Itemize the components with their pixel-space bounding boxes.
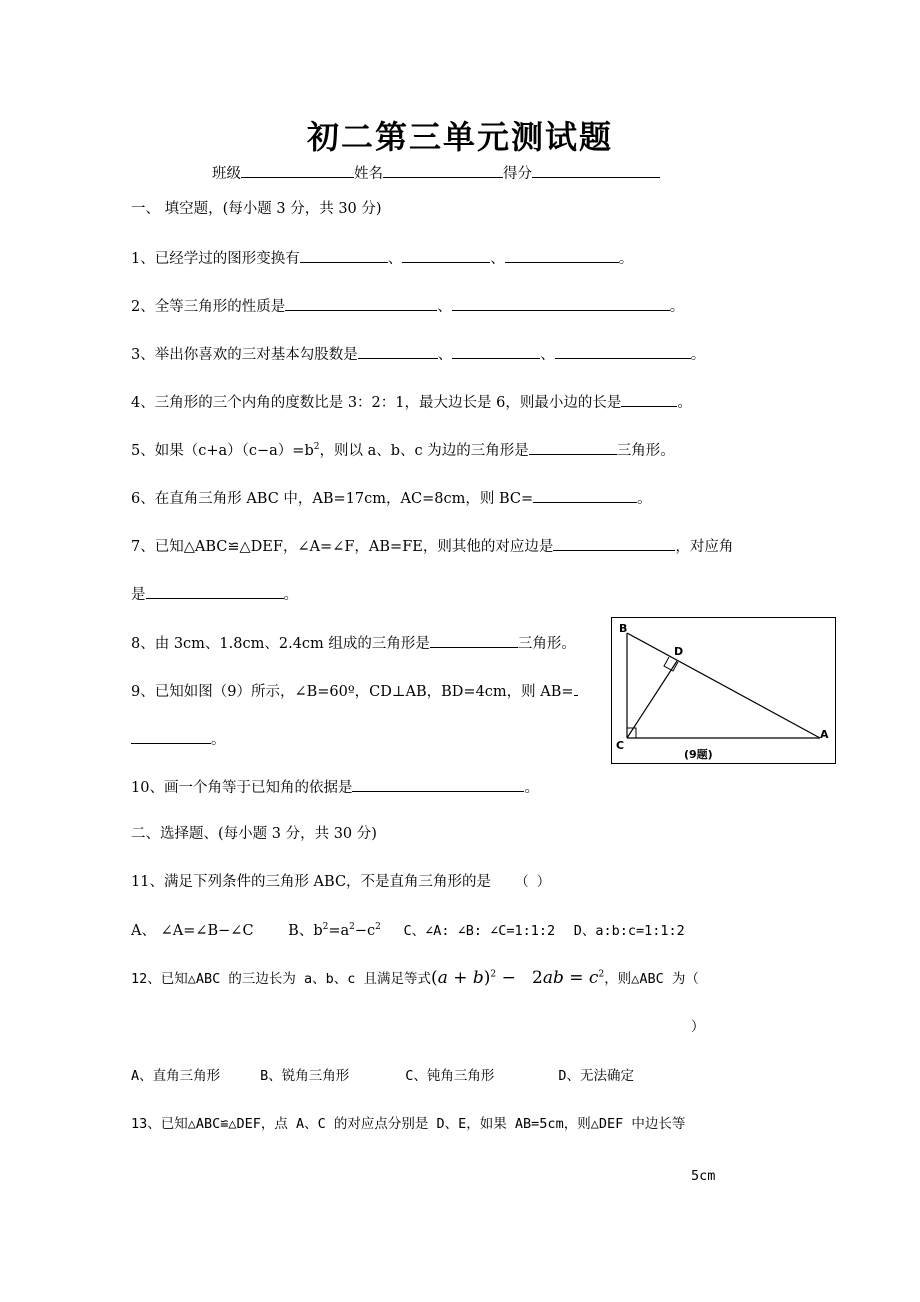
answer-blank[interactable] [621, 391, 677, 407]
question-12-options [131, 1066, 634, 1086]
question-9-continued: 。 [131, 728, 226, 750]
side-ba [627, 633, 820, 738]
option-d[interactable]: D、a:b:c=1:1:2 [573, 923, 685, 939]
question-4: 4、三角形的三个内角的度数比是 3：2：1，最大边长是 6，则最小边的长是 。 [131, 391, 692, 413]
score-blank[interactable] [532, 162, 660, 178]
answer-blank[interactable] [285, 295, 437, 311]
class-blank[interactable] [241, 162, 354, 178]
answer-blank[interactable] [430, 632, 518, 648]
question-13-tail: 5cm [691, 1168, 716, 1184]
class-label: 班级 [212, 166, 241, 182]
question-5: 5、如果$(c+a)(c-a)=b^2$，则以 a、b、c 为边的三角形是 三角形。 [131, 439, 675, 461]
vertex-label-b: B [619, 622, 628, 635]
answer-blank[interactable] [555, 343, 691, 359]
triangle-figure-9 [611, 617, 836, 764]
option-a[interactable]: A、直角三角形 [131, 1068, 221, 1084]
answer-blank[interactable] [402, 247, 490, 263]
answer-blank[interactable] [533, 487, 637, 503]
answer-blank[interactable] [574, 680, 578, 696]
question-1: 1、已经学过的图形变换有 、 、 。 [131, 247, 633, 269]
vertex-label-d: D [674, 645, 684, 658]
option-b[interactable]: B、锐角三角形 [260, 1068, 350, 1084]
question-8: 8、由 3cm、1.8cm、2.4cm 组成的三角形是 三角形。 [131, 632, 576, 654]
vertex-label-c: C [616, 739, 625, 752]
section2-heading: 二、选择题、(每小题 3 分，共 30 分) [131, 826, 377, 842]
altitude-cd [627, 661, 677, 738]
question-11-options [131, 921, 685, 941]
option-c[interactable]: C、钝角三角形 [405, 1068, 495, 1084]
equation: $(a + b)^2 - 2ab = c^2$ [431, 968, 605, 988]
question-9: 9、已知如图（9）所示，∠B=60º，CD⊥AB，BD=4cm，则 AB= [131, 680, 578, 702]
figure-caption: (9题) [684, 748, 713, 761]
page-title: 初二第三单元测试题 [306, 118, 613, 156]
option-b[interactable]: B、$b^2=a^2-c^2$ [288, 922, 381, 939]
answer-blank[interactable] [505, 247, 619, 263]
answer-blank[interactable] [146, 583, 284, 599]
question-13: 13、已知△ABC≌△DEF，点 A、C 的对应点分别是 D、E，如果 AB=5cm，则△DEF 中边长等 [131, 1116, 686, 1132]
question-6: 6、在直角三角形 ABC 中，AB=17cm，AC=8cm，则 BC= 。 [131, 487, 652, 509]
student-info-row [212, 162, 660, 184]
answer-blank[interactable] [358, 343, 438, 359]
answer-blank[interactable] [452, 295, 670, 311]
question-7: 7、已知△ABC≌△DEF，∠A=∠F，AB=FE，则其他的对应边是 ，对应角 [131, 535, 733, 557]
answer-blank[interactable] [553, 535, 675, 551]
option-d[interactable]: D、无法确定 [558, 1068, 635, 1084]
question-10: 10、画一个角等于已知角的依据是 。 [131, 776, 539, 798]
section1-heading: 一、 填空题，(每小题 3 分，共 30 分) [131, 201, 382, 217]
answer-blank[interactable] [300, 247, 388, 263]
answer-paren[interactable]: （ ） [515, 874, 551, 890]
question-7-continued: 是 。 [131, 583, 298, 605]
option-c[interactable]: C、∠A: ∠B: ∠C=1:1:2 [403, 923, 556, 939]
question-3: 3、举出你喜欢的三对基本勾股数是 、 、 。 [131, 343, 705, 365]
answer-blank[interactable] [131, 728, 211, 744]
question-12: 12、已知△ABC 的三边长为 a、b、c 且满足等式$(a + b)^2 - 2ab = c^2$，则△ABC 为（ [131, 968, 699, 988]
answer-blank[interactable] [352, 776, 524, 792]
triangle-diagram [612, 618, 837, 765]
question-12-paren-close[interactable]: ） [691, 1019, 705, 1035]
answer-blank[interactable] [529, 439, 617, 455]
score-label: 得分 [503, 166, 532, 182]
name-label: 姓名 [354, 166, 383, 182]
option-a[interactable]: A、 ∠A=∠B−∠C [131, 923, 254, 939]
question-2: 2、全等三角形的性质是 、 。 [131, 295, 684, 317]
question-11: 11、满足下列条件的三角形 ABC，不是直角三角形的是 （ ） [131, 874, 551, 890]
name-blank[interactable] [383, 162, 503, 178]
answer-blank[interactable] [452, 343, 540, 359]
vertex-label-a: A [820, 728, 829, 741]
